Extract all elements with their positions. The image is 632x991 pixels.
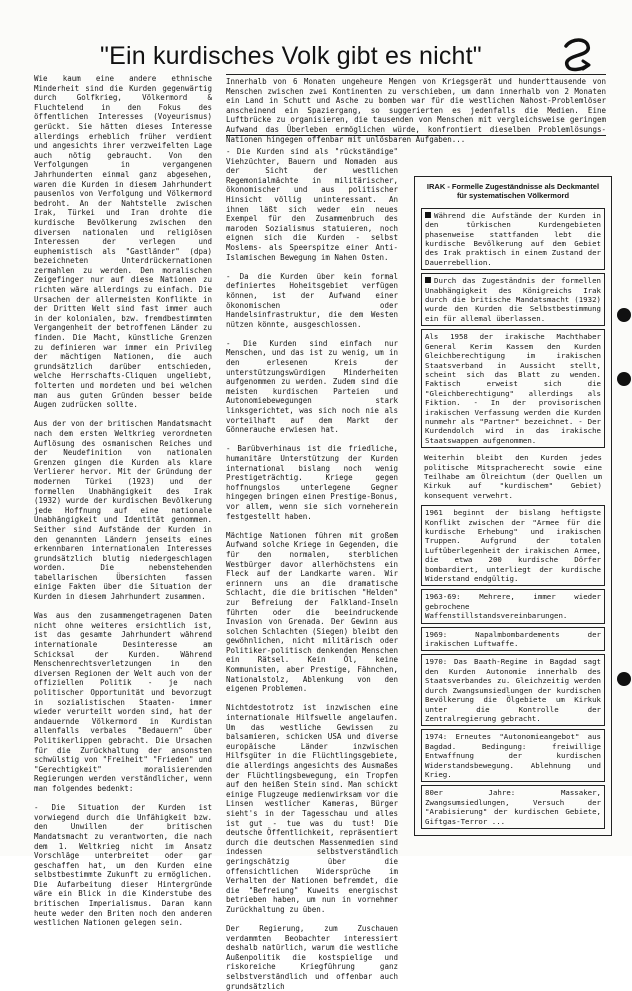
headline: "Ein kurdisches Volk gibt es nicht" [100, 42, 482, 70]
timeline-entry [421, 505, 605, 586]
binder-hole-icon [617, 672, 631, 686]
entry-text: 1961 beginnt der bislang heftigste Konflikt zwischen der "Armee für die kurdische Erhebung" und irakischen Truppen. Aufgrund der totalen Luftüberlegenheit der irakischen Armee, die etwa 200 kurdische Dörfer bombardiert, unterliegt der kurdische Widerstand endgültig. [425, 508, 601, 584]
paragraph: Mächtige Nationen führen mit großem Aufwand solche Kriege in Gegenden, die für den normalen, sterblichen Westbürger davor allerhöchstens ein Fleck auf der Landkarte waren. Wir erinnern uns an die dramatische Schlacht, die die britischen "Helden" zur Befreiung der Falkland-Inseln führten oder die beeindruckende Invasion von Grenada. Der Gewinn aus solchen Schlachten (Siegen) bleibt den gewöhnlichen, nicht militärisch oder Politiker-politisch denkenden Menschen ein Rätsel. Kein Öl, keine Kommunisten, aber Prestige, Fähnchen, Nationalstolz, Ablenkung von den eigenen Problemen. [226, 530, 398, 694]
entry-text: Als 1958 der irakische Machthaber General Kerim Kassem den Kurden Gleichberechtigung im irakischen Staatsverband in Aussicht stellt, scheint sich das Blatt zu wenden. Faktisch erweist sich die "Gleichberechtigung" allerdings als Fiktion. - In der provisorischen irakischen Verfassung werden die Kurden nunmehr als "Partner" bezeichnet. - Der Kurdendolch wird in das irakische Staatswappen aufgenommen. [425, 332, 601, 445]
entry-text: 80er Jahre: Massaker, Zwangsumsiedlungen, Versuch der "Arabisierung" der kurdischen Gebiete, Giftgas-Terror ... [425, 788, 601, 826]
timeline-entry [421, 589, 605, 623]
timeline-entry [421, 654, 605, 726]
paragraph: Aus der von der britischen Mandatsmacht nach dem ersten Weltkrieg verordneten Auflösung des osmanischen Reiches und der Neudefinition von nationalen Grenzen gingen die Kurden als klare Verlierer hervor. Mit der Gründung der modernen Türkei (1923) und der formellen Unabhängigkeit des Irak (1932) wurde der kurdischen Bevölkerung jede Hoffnung auf eine nationale Unabhängigkeit und Identität genommen. Seither sind Aufstände der Kurden in den genannten Ländern jenseits eines erkennbaren internationalen Interesses grundsätzlich blutig niedergeschlagen worden. Die nebenstehenden tabellarischen Übersichten fassen einige Fakten über die Situation der Kurden in diesem Jahrhundert zusammen. [34, 419, 212, 602]
entry-text: Während die Aufstände der Kurden in den türkischen Kurdengebieten phasenweise stattfanden lebt die kurdische Bevölkerung auf dem Gebiet des Irak praktisch in einem Zustand der Dauerrebellion. [425, 210, 601, 267]
paragraph: - Die Kurden sind einfach nur Menschen, und das ist zu wenig, um in den erlesenen Kreis der unterstützungswürdigen Minderheiten aufgenommen zu werden. Zudem sind die meisten kurdischen Parteien und Autonomiebewegungen stark linksgerichtet, was sich noch nie als vorteilhaft auf dem Markt der Gönnerauche erwiesen hat. [226, 338, 398, 435]
paragraph: Wie kaum eine andere ethnische Minderheit sind die Kurden gegenwärtig durch Golfkrieg, Völkermord & Fluchtelend in den Fokus des öffentlichen Interesses (Voyeurismus) gerückt. Sie hätten dieses Interesse allerdings erheblich früher verdient und angesichts ihrer verzweifelten Lage auch nötig gebraucht. Von den Verfolgungen in vergangenen Jahrhunderten einmal ganz abgesehen, waren die Kurden in diesem Jahrhundert pausenlos von Verfolgung und Völkermord bedroht. An der Nahtstelle zwischen Irak, Türkei und Iran drohte die kurdische Bevölkerung zwischen den diversen nationalen und religiösen Interessen der verlegen und euphemistisch als "Gastländer" (dpa) bezeichneten Unterdrückernationen zermahlen zu werden. Den moralischen Zeigefinger nur auf diese Nationen zu richten wäre allerdings zu einfach. Die Ursachen der allermeisten Konflikte in der Dritten Welt sind fast immer auch in der kolonialen, bzw. fremdbestimmten Vergangenheit der betroffenen Länder zu finden. Die Macht, künstliche Grenzen zu definieren war immer ein Privileg der mächtigen Nationen, die auch grundsätzlich darüber entschieden, welche Herrschafts-Cliquen ungeliebt, folterten und mordeten und bei welchen man aus guten Gründen besser beide Augen zudrücken sollte. [34, 74, 212, 410]
rule-bottom [226, 135, 606, 136]
iraq-timeline-box [414, 176, 612, 836]
entry-text: 1970: Das Baath-Regime in Bagdad sagt den Kurden Autonomie innerhalb des Staatsverbandes zu. Gleichzeitig werden durch Zwangsumsiedlungen der kurdischen Bevölkerung die Ölgebiete um Kirkuk unter die Kontrolle der Zentralregierung gebracht. [425, 657, 601, 723]
timeline-entry [421, 627, 605, 652]
intro-box [226, 74, 606, 144]
square-bullet-icon [425, 277, 431, 283]
timeline-entry [421, 729, 605, 782]
paragraph: Der Regierung, zum Zuschauen verdammten Beobachter interessiert deshalb natürlich, warum die westliche Außenpolitik die kostspielige und riskoreiche Kriegführung ganz selbstverständlich und offenbar auch grundsätzlich [226, 924, 398, 991]
arrow-symbol-icon [556, 34, 596, 74]
timeline-entry [421, 273, 605, 326]
timeline-entry [421, 329, 605, 448]
entry-text: 1963-69: Mehrere, immer wieder gebrochene Waffenstillstandsvereinbarungen. [425, 592, 601, 621]
paragraph: - Barübverhinaus ist die friedliche, humanitäre Unterstützung der Kurden international bislang noch wenig Prestigeträchtig. Kriege gegen hoffnungslos unterlegene Gegner hingegen bringen einen Prestige-Bonus, vor allem, wenn sie sich vorneherein festgestellt haben. [226, 444, 398, 521]
entry-text: 1969: Napalmbombardements der irakischen Luftwaffe. [425, 629, 601, 649]
middle-column [226, 147, 398, 991]
intro-text: Innerhalb von 6 Monaten ungeheure Mengen von Kriegsgerät und hunderttausende von Menschen zwischen zwei Kontinenten zu verschieben, um dann innerhalb von 2 Monaten ein Land in Schutt und Asche zu bomben war für die westlichen Nahost-Problemlöser anscheinend ein Spaziergang, so suggerierten es jedenfalls die Medien. Eine Luftbrücke zu organisieren, die tausenden von Menschen mit vergleichsweise geringem Aufwand das Überleben ermöglichen würde, konfrontiert dieselben Problemlösungs-Nationen hingegen offenbar mit unlösbaren Aufgaben... [226, 77, 606, 144]
entry-text: Weiterhin bleibt den Kurden jedes politische Mitspracherecht sowie eine Teilhabe am Ölreichtum (der Quellen um Kirkuk auf "kurdischem" Gebiet) konsequent verwehrt. [424, 453, 602, 500]
binder-hole-icon [617, 308, 631, 322]
sidebox-heading: IRAK - Formelle Zugeständnisse als Deckmantel für systematischen Völkermord [426, 182, 600, 201]
rule-top [226, 74, 606, 75]
entry-text: 1974: Erneutes "Autonomieangebot" aus Bagdad. Bedingung: freiwillige Entwaffnung der kurdischen Widerstandsbewegung. Ablehnung und Krieg. [425, 732, 601, 779]
timeline-entry [421, 208, 605, 270]
paragraph: - Da die Kurden über kein formal definiertes Hoheitsgebiet verfügen können, ist der Aufwand einer ökonomischen oder Handelsinfrastruktur, die dem Westen nützen könnte, ausgeschlossen. [226, 271, 398, 329]
binder-hole-icon [617, 372, 631, 386]
timeline-entry [421, 451, 605, 502]
square-bullet-icon [425, 212, 431, 218]
paragraph: Nichtdestotrotz ist inzwischen eine internationale Hilfswelle angelaufen. Um das westliche Gewissen zu balsamieren, schicken USA und diverse europäische Länder inzwischen Hilfsgüter in die Flüchtlingsgebiete, die allerdings angesichts des Ausmaßes der Flüchtlingsbewegung, ein Tropfen auf den heißen Stein sind. Man schickt einige Flugzeuge medienwirksam vor die Linsen westlicher Kameras, Bürger sieht's in der Tagesschau und alles ist gut - tue was du tust! Die deutsche Öffentlichkeit, repräsentiert durch die deutschen Massenmedien sind indessen selbstverständlich geringschätzig über die offensichtlichen Widersprüche im Verhalten der Nationen befremdet, die die "Befreiung" Kuweits energischst betrieben haben, um nun in vornehmer Zurückhaltung zu üben. [226, 703, 398, 914]
timeline-entry [421, 785, 605, 829]
paragraph: - Die Kurden sind als "rückständige" Viehzüchter, Bauern und Nomaden aus der Sicht der westlichen Regemonialmächte in militärischer, ökonomischer und aus politischer Hinsicht völlig uninteressant. An ihnen läßt sich weder ein neues Exempel für den Zusammenbruch des maroden Sozialismus statuieren, noch eignen sich die Kurden - selbst Moslems- als Speerspitze einer Anti-Islamischen Bewegung im Nahen Osten. [226, 147, 398, 262]
paragraph: - Die Situation der Kurden ist vorwiegend durch die Unfähigkeit bzw. den Unwillen der britischen Mandatsmacht zu verantworten, die nach dem 1. Weltkrieg nicht im Ansatz Vorschläge unterbreitet oder gar geschaffen hat, um den Kurden eine selbstbestimmte Zukunft zu ermöglichen. Die Aufarbeitung dieser Hintergründe wäre ein Blick in die Kinderstube des britischen Imperialismus. Daran kann heute weder den Briten noch den anderen westlichen Nationen gelegen sein. [34, 803, 212, 928]
entry-text: Durch das Zugeständnis der formellen Unabhängigkeit des Königreichs Irak durch die britische Mandatsmacht (1932) wurde den Kurden die Selbstbestimmung ein für allemal überlassen. [425, 276, 601, 323]
left-column [34, 74, 212, 928]
paragraph: Was aus den zusammengetragenen Daten nicht ohne weiteres ersichtlich ist, ist das gesamte Jahrhundert während internationale Desinteresse am Schicksal der Kurden. Während Menschenrechtsverletzungen in den diversen Regionen der Welt auch von der offiziellen Politik - je nach politischer Opportunität und bevorzugt in sozialistischen Staaten- immer wieder verurteilt worden sind, hat der andauernde Völkermord in Kurdistan allenfalls verbales "Bedauern" über Politikerlippen gebracht. Die Ursachen für die Zurückhaltung der ansonsten schwülstig von "Freiheit" "Frieden" und "Gerechtigkeit" moralisierenden Regierungen werden verständlicher, wenn man folgendes bedenkt: [34, 611, 212, 793]
